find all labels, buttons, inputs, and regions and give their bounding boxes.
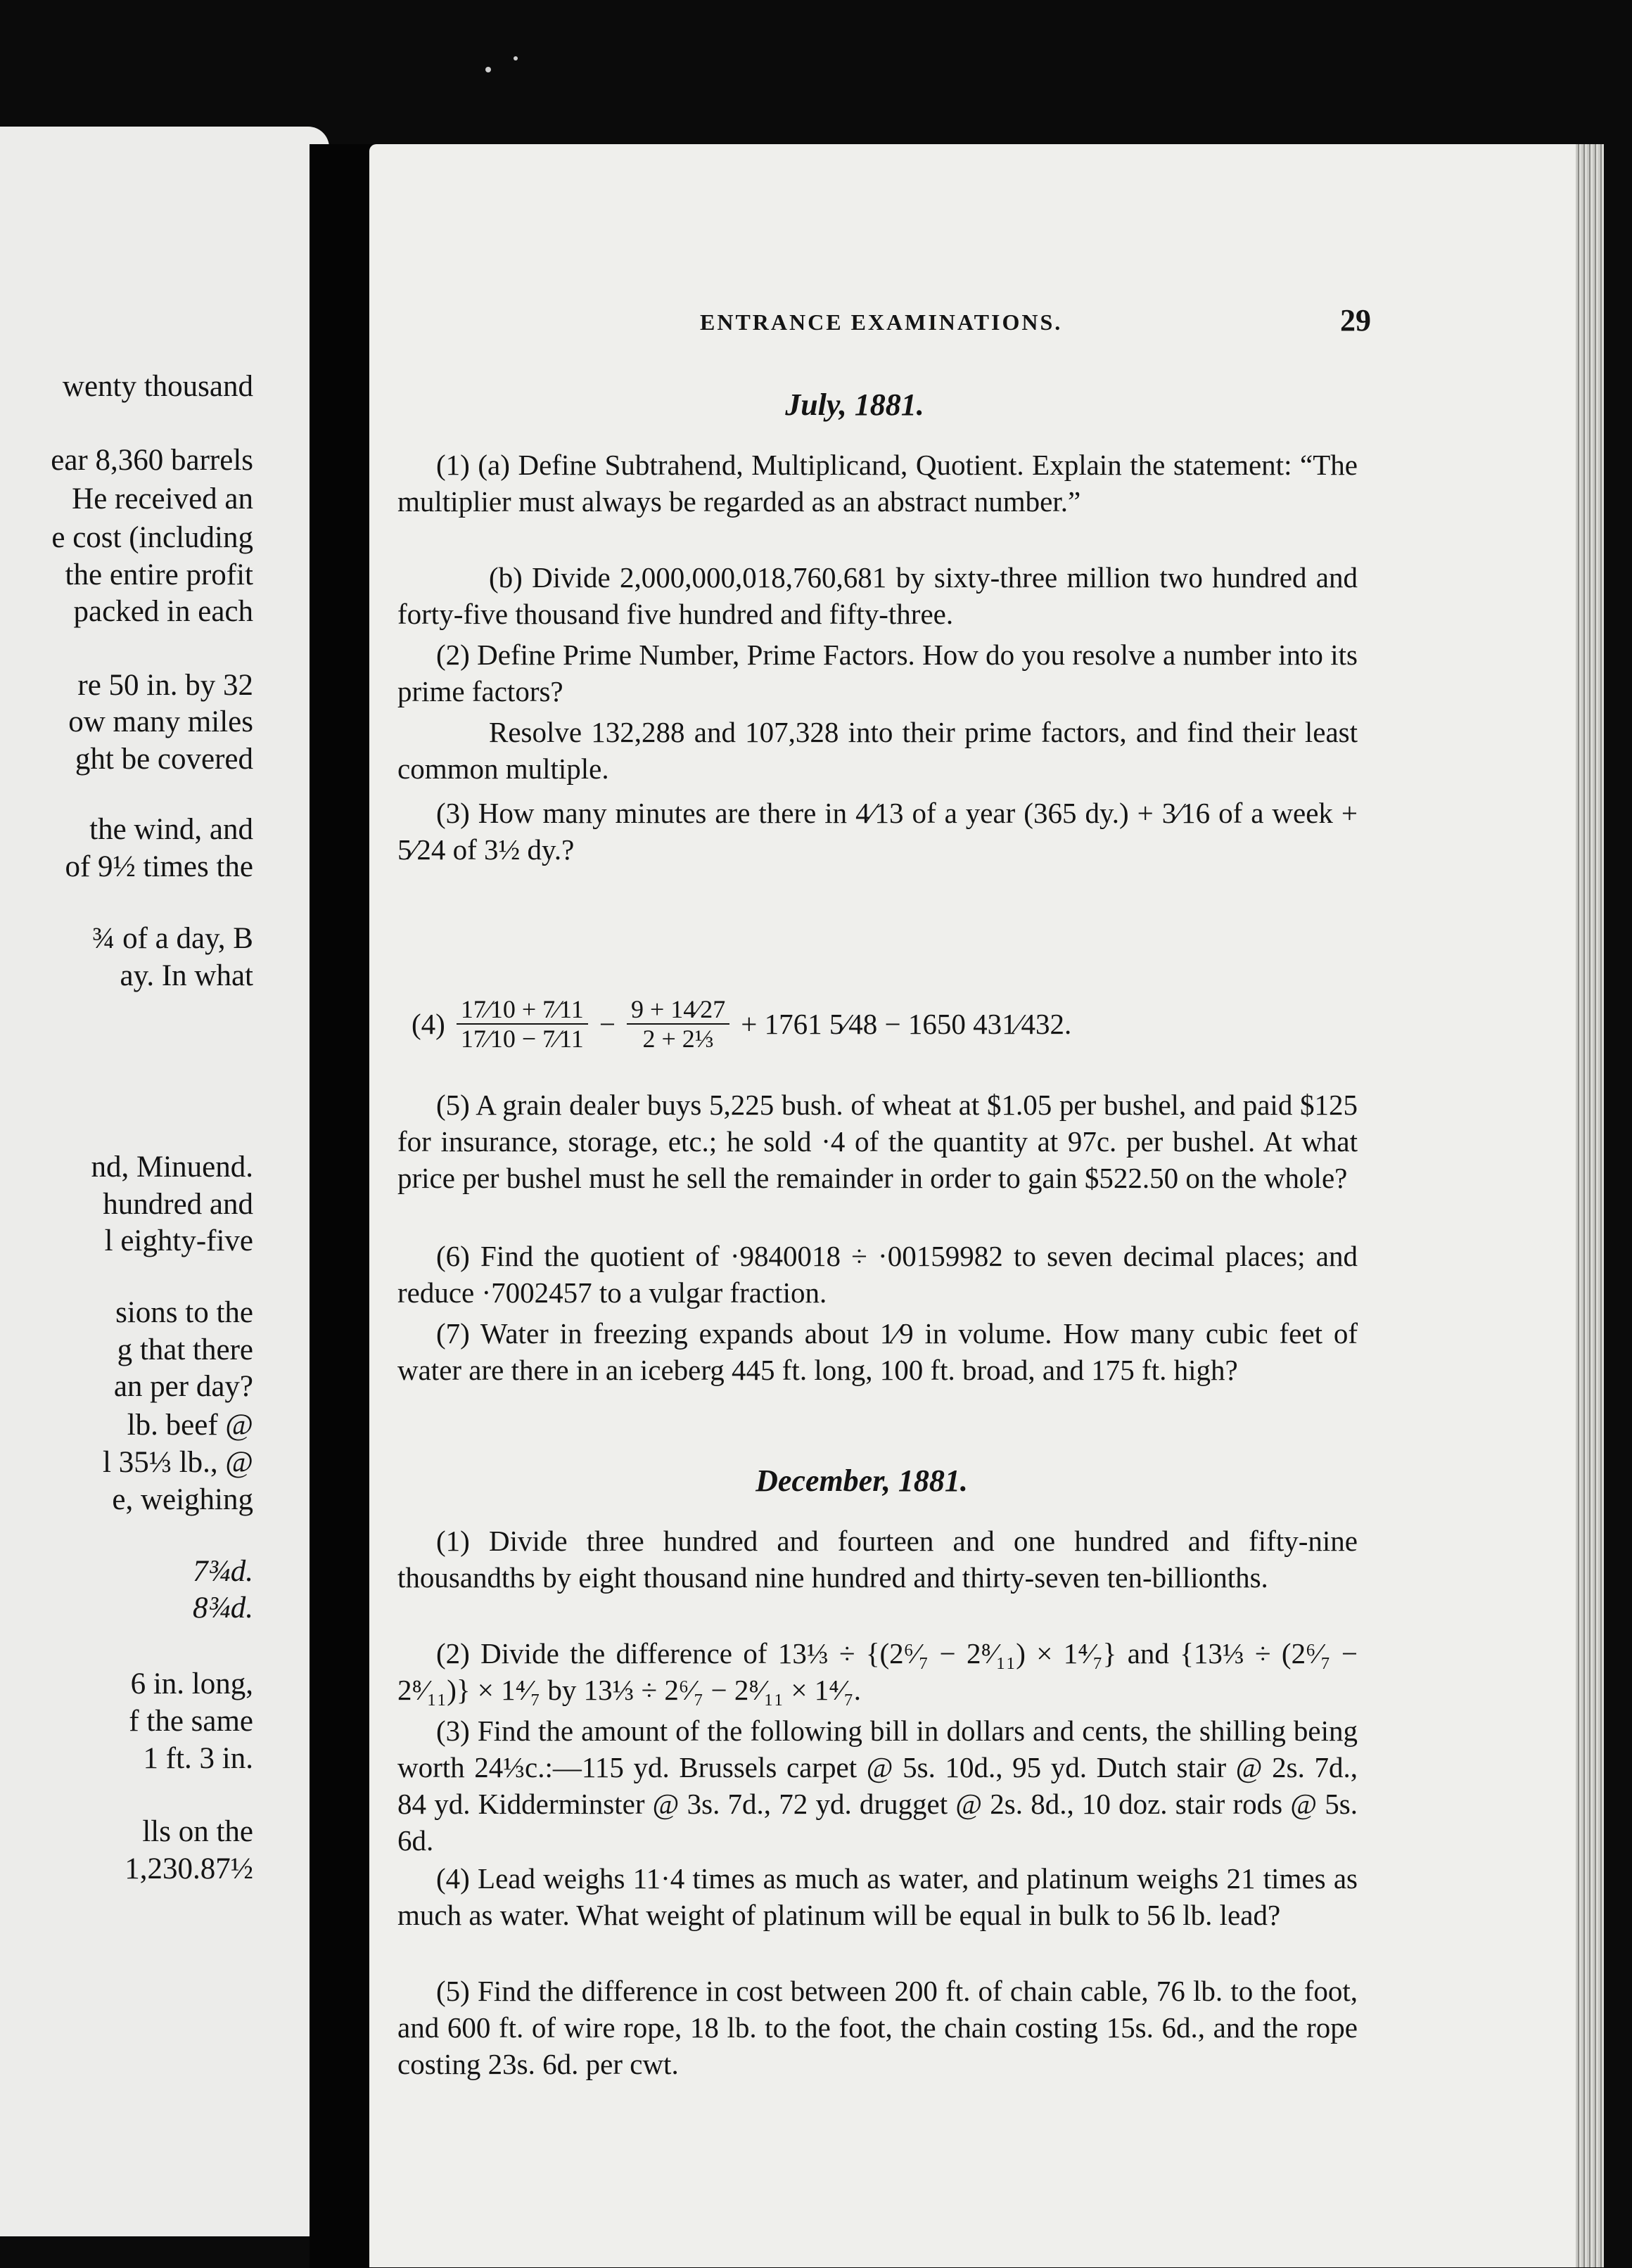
left-line: g that there <box>117 1333 253 1366</box>
section-title-july: July, 1881. <box>785 387 924 422</box>
left-line: e cost (including <box>51 521 253 554</box>
problem-paragraph: (1) Divide three hundred and fourteen and one hundred and fifty-nine thousandths by eight thousand nine hundred and thirty-seven ten-billionths. <box>397 1525 1358 1594</box>
problem-paragraph: (1) (a) Define Subtrahend, Multiplicand, Quotient. Explain the statement: “The multiplier must always be regarded as an abstract number.” <box>397 449 1358 518</box>
left-line: ay. In what <box>120 959 253 992</box>
left-line: 1 ft. 3 in. <box>143 1742 253 1775</box>
expression-tail: + 1761 5⁄48 − 1650 431⁄432. <box>741 1008 1072 1040</box>
left-line: f the same <box>129 1705 253 1738</box>
fraction <box>627 995 729 1053</box>
running-header: ENTRANCE EXAMINATIONS. <box>700 309 1063 335</box>
left-line: He received an <box>72 482 253 515</box>
scan-speck <box>514 56 518 60</box>
left-line: l eighty-five <box>104 1224 253 1257</box>
left-line: 1,230.87½ <box>125 1852 253 1885</box>
book-gutter <box>310 144 373 2268</box>
fraction-denominator: 2 + 2⅓ <box>642 1025 714 1053</box>
problem-paragraph: (b) Divide 2,000,000,018,760,681 by sixty-three million two hundred and forty-five thousand five hundred and fifty-three. <box>397 561 1358 630</box>
left-line: ¾ of a day, B <box>92 922 253 955</box>
left-line: the wind, and <box>89 813 253 846</box>
fraction-denominator: 17⁄10 − 7⁄11 <box>460 1025 584 1053</box>
left-line: lb. beef @ <box>127 1409 253 1442</box>
fraction-numerator: 17⁄10 + 7⁄11 <box>457 995 588 1025</box>
section-title-december: December, 1881. <box>756 1463 968 1498</box>
problem-paragraph: (3) Find the amount of the following bill in dollars and cents, the shilling being worth 24⅓c.:—115 yd. Brussels carpet @ 5s. 10d., 95 yd. Dutch stair @ 2s. 7d., 84 yd. Kidderminster @ 3s. 7d., 72 yd. drugget @ 2s. 8d., 10 doz. stair rods @ 5s. 6d. <box>397 1715 1358 1857</box>
left-line: nd, Minuend. <box>91 1151 253 1184</box>
page-number: 29 <box>1340 303 1371 338</box>
left-line: l 35⅓ lb., @ <box>103 1446 253 1479</box>
left-line: re 50 in. by 32 <box>77 669 253 702</box>
problem-4-expression <box>412 995 1071 1053</box>
right-page <box>369 144 1604 2267</box>
left-page <box>0 127 329 2236</box>
left-line: 7¾d. <box>193 1555 253 1588</box>
problem-paragraph: Resolve 132,288 and 107,328 into their prime factors, and find their least common multiple. <box>397 716 1358 785</box>
left-line: of 9½ times the <box>65 850 253 883</box>
left-line: an per day? <box>113 1370 253 1403</box>
left-line: wenty thousand <box>62 370 253 403</box>
problem-paragraph: (5) A grain dealer buys 5,225 bush. of wheat at $1.05 per bushel, and paid $125 for insurance, storage, etc.; he sold ·4 of the quantity at 97c. per bushel. At what price per bushel must he sell the remainder in order to gain $522.50 on the whole? <box>397 1089 1358 1194</box>
fraction <box>457 995 588 1053</box>
left-line: ow many miles <box>68 705 253 738</box>
scan-speck <box>485 67 491 72</box>
left-line: packed in each <box>73 595 253 628</box>
left-line: 6 in. long, <box>130 1667 253 1700</box>
page-edges <box>1576 144 1604 2267</box>
left-line: e, weighing <box>112 1483 253 1516</box>
problem-paragraph: (2) Divide the difference of 13⅓ ÷ {(2⁶⁄₇ − 2⁸⁄₁₁) × 1⁴⁄₇} and {13⅓ ÷ (2⁶⁄₇ − 2⁸⁄₁₁)} × 1⁴⁄₇ by 13⅓ ÷ 2⁶⁄₇ − 2⁸⁄₁₁ × 1⁴⁄₇. <box>397 1637 1358 1706</box>
left-line: 8¾d. <box>193 1591 253 1625</box>
minus-sign: − <box>599 1008 616 1040</box>
problem-paragraph: (2) Define Prime Number, Prime Factors. How do you resolve a number into its prime factors? <box>397 639 1358 707</box>
problem-paragraph: (6) Find the quotient of ·9840018 ÷ ·00159982 to seven decimal places; and reduce ·7002457 to a vulgar fraction. <box>397 1240 1358 1309</box>
left-line: sions to the <box>115 1296 253 1329</box>
fraction-numerator: 9 + 14⁄27 <box>627 995 729 1025</box>
left-line: lls on the <box>142 1815 253 1848</box>
problem-paragraph: (3) How many minutes are there in 4⁄13 of a year (365 dy.) + 3⁄16 of a week + 5⁄24 of 3½ dy.? <box>397 797 1358 866</box>
problem-paragraph: (4) Lead weighs 11·4 times as much as water, and platinum weighs 21 times as much as water. What weight of platinum will be equal in bulk to 56 lb. lead? <box>397 1862 1358 1931</box>
left-line: the entire profit <box>65 558 253 591</box>
problem-paragraph: (7) Water in freezing expands about 1⁄9 in volume. How many cubic feet of water are there in an iceberg 445 ft. long, 100 ft. broad, and 175 ft. high? <box>397 1317 1358 1386</box>
left-line: ear 8,360 barrels <box>51 444 253 477</box>
problem-label: (4) <box>412 1008 445 1040</box>
left-line: ght be covered <box>75 743 253 776</box>
left-line: hundred and <box>103 1188 253 1221</box>
problem-paragraph: (5) Find the difference in cost between 200 ft. of chain cable, 76 lb. to the foot, and 600 ft. of wire rope, 18 lb. to the foot, the chain costing 15s. 6d., and the rope costing 23s. 6d. per cwt. <box>397 1975 1358 2080</box>
